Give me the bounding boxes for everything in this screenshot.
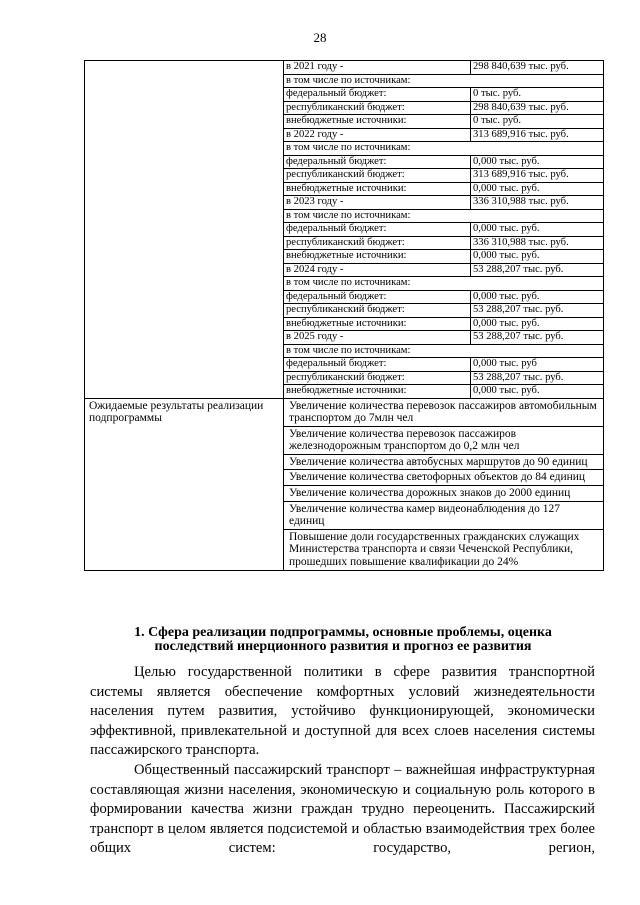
passport-table xyxy=(84,60,604,571)
financing-row-18 xyxy=(284,304,603,318)
results-label: Ожидаемые результаты реализации подпрограммы xyxy=(85,398,284,570)
financing-heading: в том числе по источникам: xyxy=(284,277,603,291)
empty-label-cell xyxy=(85,61,284,399)
financing-label: республиканский бюджет: xyxy=(284,101,471,115)
financing-row xyxy=(85,61,604,399)
financing-heading: в том числе по источникам: xyxy=(284,209,603,223)
financing-label: внебюджетные источники: xyxy=(284,317,471,331)
financing-value: 53 288,207 тыс. руб. xyxy=(471,371,604,385)
result-item: Увеличение количества перевозок пассажиров железнодорожным транспортом до 0,2 млн чел xyxy=(284,427,603,455)
financing-row-11 xyxy=(284,209,603,223)
financing-value: 0,000 тыс. руб. xyxy=(471,317,604,331)
financing-row-19 xyxy=(284,317,603,331)
result-item: Увеличение количества автобусных маршрутов до 90 единиц xyxy=(284,455,603,471)
financing-label: в 2021 году - xyxy=(284,61,471,74)
financing-row-24 xyxy=(284,385,603,398)
financing-cell xyxy=(284,61,604,399)
result-item: Увеличение количества дорожных знаков до 2000 единиц xyxy=(284,486,603,502)
financing-value: 298 840,639 тыс. руб. xyxy=(471,61,604,74)
financing-heading: в том числе по источникам: xyxy=(284,74,603,88)
financing-row-6 xyxy=(284,142,603,156)
paragraph-goal: Целью государственной политики в сфере развития транспортной системы является обеспечение комфортных условий жизнедеятельности населения путем развития, устойчиво функционирующей, экономически эффективной, привлекательной и доступной для всех слоев населения системы пассажирского транспорта. xyxy=(90,664,595,758)
result-item: Увеличение количества камер видеонаблюдения до 127 единиц xyxy=(284,502,603,530)
result-item: Увеличение количества перевозок пассажиров автомобильным транспортом до 7млн чел xyxy=(284,399,603,427)
paragraph-transport: Общественный пассажирский транспорт – важнейшая инфраструктурная составляющая жизни населения, экономическую и социальную роль которого в формировании качества жизни граждан трудно переоценить. Пассажирский транспорт в целом является подсистемой и областью взаимодействия трех более общих систем: государство, регион, xyxy=(90,762,595,856)
financing-value: 336 310,988 тыс. руб. xyxy=(471,236,604,250)
financing-value: 0 тыс. руб. xyxy=(471,88,604,102)
financing-row-3 xyxy=(284,101,603,115)
financing-heading: в том числе по источникам: xyxy=(284,344,603,358)
financing-row-8 xyxy=(284,169,603,183)
financing-value: 0,000 тыс. руб. xyxy=(471,182,604,196)
financing-value: 53 288,207 тыс. руб. xyxy=(471,304,604,318)
financing-row-14 xyxy=(284,250,603,264)
financing-label: федеральный бюджет: xyxy=(284,223,471,237)
financing-row-21 xyxy=(284,344,603,358)
financing-value: 0,000 тыс. руб. xyxy=(471,223,604,237)
financing-label: внебюджетные источники: xyxy=(284,250,471,264)
financing-heading: в том числе по источникам: xyxy=(284,142,603,156)
financing-row-5 xyxy=(284,128,603,142)
financing-label: в 2022 году - xyxy=(284,128,471,142)
financing-row-17 xyxy=(284,290,603,304)
financing-label: внебюджетные источники: xyxy=(284,182,471,196)
results-list xyxy=(284,398,604,570)
financing-row-2 xyxy=(284,88,603,102)
result-item: Повышение доли государственных гражданских служащих Министерства транспорта и связи Чеченской Республики, прошедших повышение квалификации до 24% xyxy=(289,530,580,569)
financing-label: федеральный бюджет: xyxy=(284,88,471,102)
financing-row-9 xyxy=(284,182,603,196)
financing-value: 0,000 тыс. руб. xyxy=(471,155,604,169)
financing-label: федеральный бюджет: xyxy=(284,290,471,304)
financing-label: республиканский бюджет: xyxy=(284,169,471,183)
financing-label: внебюджетные источники: xyxy=(284,385,471,398)
financing-label: в 2025 году - xyxy=(284,331,471,345)
section-title: 1. Сфера реализации подпрограммы, основные проблемы, оценка последствий инерционного развития и прогноз ее развития xyxy=(134,625,552,654)
financing-row-15 xyxy=(284,263,603,277)
financing-row-12 xyxy=(284,223,603,237)
financing-label: федеральный бюджет: xyxy=(284,358,471,372)
financing-row-22 xyxy=(284,358,603,372)
financing-label: федеральный бюджет: xyxy=(284,155,471,169)
financing-table xyxy=(284,61,603,398)
financing-label: республиканский бюджет: xyxy=(284,236,471,250)
financing-row-10 xyxy=(284,196,603,210)
financing-row-4 xyxy=(284,115,603,129)
financing-row-7 xyxy=(284,155,603,169)
financing-value: 0,000 тыс. руб. xyxy=(473,385,540,396)
financing-value: 0,000 тыс. руб. xyxy=(471,290,604,304)
financing-label: республиканский бюджет: xyxy=(284,304,471,318)
financing-value: 336 310,988 тыс. руб. xyxy=(471,196,604,210)
results-row xyxy=(85,398,604,570)
financing-row-16 xyxy=(284,277,603,291)
financing-value: 0 тыс. руб. xyxy=(471,115,604,129)
financing-value: 53 288,207 тыс. руб. xyxy=(471,331,604,345)
financing-row-1 xyxy=(284,74,603,88)
financing-row-23 xyxy=(284,371,603,385)
financing-row-13 xyxy=(284,236,603,250)
financing-value: 53 288,207 тыс. руб. xyxy=(471,263,604,277)
financing-label: внебюджетные источники: xyxy=(284,115,471,129)
result-item: Увеличение количества светофорных объектов до 84 единиц xyxy=(284,470,603,486)
financing-value: 0,000 тыс. руб. xyxy=(471,250,604,264)
financing-value: 313 689,916 тыс. руб. xyxy=(471,128,604,142)
financing-row-20 xyxy=(284,331,603,345)
financing-value: 313 689,916 тыс. руб. xyxy=(471,169,604,183)
financing-label: республиканский бюджет: xyxy=(284,371,471,385)
financing-label: в 2023 году - xyxy=(284,196,471,210)
financing-value: 298 840,639 тыс. руб. xyxy=(471,101,604,115)
financing-row-0 xyxy=(284,61,603,74)
page-number: 28 xyxy=(313,30,327,45)
financing-label: в 2024 году - xyxy=(284,263,471,277)
financing-value: 0,000 тыс. руб xyxy=(471,358,604,372)
